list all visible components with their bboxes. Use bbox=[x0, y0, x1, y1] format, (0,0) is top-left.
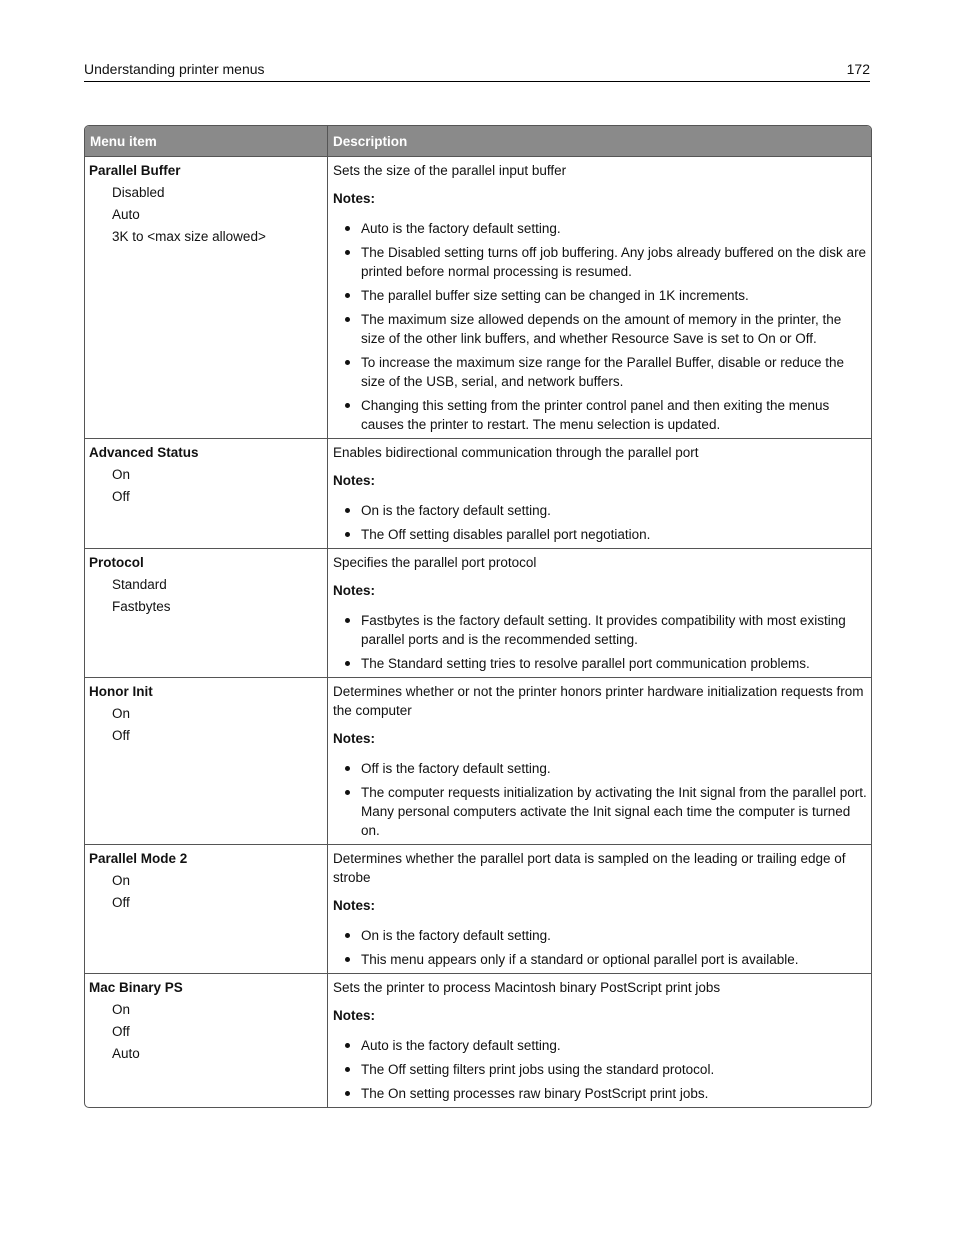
note-text: The Off setting filters print jobs using the standard protocol. bbox=[361, 1062, 715, 1077]
page-header bbox=[84, 60, 870, 82]
note-text: Auto is the factory default setting. bbox=[361, 1038, 561, 1053]
bullet-icon bbox=[345, 508, 350, 513]
note-item bbox=[333, 396, 867, 434]
menu-item-cell bbox=[85, 678, 328, 844]
note-item bbox=[333, 219, 867, 238]
note-text: The parallel buffer size setting can be changed in 1K increments. bbox=[361, 288, 749, 303]
note-text: On is the factory default setting. bbox=[361, 503, 551, 518]
menu-item-options bbox=[89, 704, 323, 745]
note-text: Off is the factory default setting. bbox=[361, 761, 551, 776]
bullet-icon bbox=[345, 618, 350, 623]
menu-item-option: Fastbytes bbox=[112, 599, 171, 614]
notes-list bbox=[333, 926, 867, 969]
note-text: On is the factory default setting. bbox=[361, 928, 551, 943]
menu-item-option: On bbox=[112, 1002, 131, 1017]
menu-item-option: On bbox=[112, 467, 131, 482]
notes-list bbox=[333, 611, 867, 673]
bullet-icon bbox=[345, 766, 350, 771]
menu-item-option: Standard bbox=[112, 577, 167, 592]
menu-item-option: Off bbox=[112, 728, 130, 743]
note-text: Auto is the factory default setting. bbox=[361, 221, 561, 236]
page-number: 172 bbox=[846, 61, 870, 77]
description-text: Specifies the parallel port protocol bbox=[333, 555, 537, 570]
notes-label: Notes: bbox=[333, 898, 376, 913]
table-row bbox=[85, 439, 871, 549]
menu-item-name: Parallel Buffer bbox=[89, 163, 181, 178]
description-cell bbox=[328, 845, 871, 973]
notes-list bbox=[333, 1036, 867, 1103]
note-text: The Disabled setting turns off job buffering. Any jobs already buffered on the disk are printed before normal processing is resumed. bbox=[361, 245, 867, 279]
menu-item-options bbox=[89, 575, 323, 616]
bullet-icon bbox=[345, 790, 350, 795]
note-text: To increase the maximum size range for the Parallel Buffer, disable or reduce the size of the USB, serial, and network buffers. bbox=[361, 355, 845, 389]
note-text: The Off setting disables parallel port negotiation. bbox=[361, 527, 651, 542]
table-row bbox=[85, 549, 871, 678]
menu-item-option: Off bbox=[112, 1024, 130, 1039]
note-item bbox=[333, 525, 867, 544]
menu-item-option: Auto bbox=[112, 207, 140, 222]
page-title: Understanding printer menus bbox=[84, 61, 265, 77]
note-item bbox=[333, 286, 867, 305]
description-cell bbox=[328, 974, 871, 1107]
description-cell bbox=[328, 439, 871, 548]
description-cell bbox=[328, 157, 871, 438]
note-item bbox=[333, 1036, 867, 1055]
bullet-icon bbox=[345, 933, 350, 938]
bullet-icon bbox=[345, 661, 350, 666]
menu-item-cell bbox=[85, 157, 328, 438]
notes-label: Notes: bbox=[333, 731, 376, 746]
note-item bbox=[333, 1060, 867, 1079]
bullet-icon bbox=[345, 957, 350, 962]
note-text: This menu appears only if a standard or optional parallel port is available. bbox=[361, 952, 799, 967]
description-cell bbox=[328, 678, 871, 844]
bullet-icon bbox=[345, 317, 350, 322]
bullet-icon bbox=[345, 293, 350, 298]
description-text: Sets the printer to process Macintosh binary PostScript print jobs bbox=[333, 980, 721, 995]
notes-list bbox=[333, 501, 867, 544]
menu-item-cell bbox=[85, 439, 328, 548]
column-header-menu-item: Menu item bbox=[85, 126, 328, 156]
note-text: Fastbytes is the factory default setting. It provides compatibility with most existing parallel ports and is the recommended setting. bbox=[361, 613, 846, 647]
table-body bbox=[85, 157, 871, 1107]
notes-label: Notes: bbox=[333, 583, 376, 598]
menu-item-name: Advanced Status bbox=[89, 445, 199, 460]
menu-item-option: Off bbox=[112, 489, 130, 504]
note-item bbox=[333, 611, 867, 649]
table-row bbox=[85, 974, 871, 1107]
bullet-icon bbox=[345, 1067, 350, 1072]
menu-item-options bbox=[89, 871, 323, 912]
table-row bbox=[85, 678, 871, 845]
menu-table bbox=[84, 125, 872, 1108]
menu-item-name: Mac Binary PS bbox=[89, 980, 183, 995]
notes-list bbox=[333, 759, 867, 840]
description-text: Determines whether or not the printer honors printer hardware initialization requests from the computer bbox=[333, 684, 864, 718]
menu-item-name: Parallel Mode 2 bbox=[89, 851, 188, 866]
menu-item-name: Honor Init bbox=[89, 684, 153, 699]
menu-item-option: On bbox=[112, 873, 131, 888]
note-item bbox=[333, 353, 867, 391]
note-item bbox=[333, 501, 867, 520]
description-text: Determines whether the parallel port data is sampled on the leading or trailing edge of strobe bbox=[333, 851, 846, 885]
bullet-icon bbox=[345, 250, 350, 255]
note-text: The On setting processes raw binary PostScript print jobs. bbox=[361, 1086, 709, 1101]
menu-item-name: Protocol bbox=[89, 555, 144, 570]
menu-item-cell bbox=[85, 845, 328, 973]
menu-item-option: Auto bbox=[112, 1046, 140, 1061]
menu-item-cell bbox=[85, 974, 328, 1107]
bullet-icon bbox=[345, 403, 350, 408]
menu-item-options bbox=[89, 465, 323, 506]
column-header-description: Description bbox=[333, 134, 408, 149]
notes-label: Notes: bbox=[333, 473, 376, 488]
note-text: The Standard setting tries to resolve parallel port communication problems. bbox=[361, 656, 810, 671]
menu-item-option: On bbox=[112, 706, 131, 721]
note-item bbox=[333, 783, 867, 840]
table-row bbox=[85, 157, 871, 439]
table-header bbox=[85, 126, 871, 157]
note-item bbox=[333, 1084, 867, 1103]
bullet-icon bbox=[345, 360, 350, 365]
table-row bbox=[85, 845, 871, 974]
note-text: The maximum size allowed depends on the amount of memory in the printer, the size of the other link buffers, and whether Resource Save is set to On or Off. bbox=[361, 312, 842, 346]
note-item bbox=[333, 243, 867, 281]
description-text: Sets the size of the parallel input buffer bbox=[333, 163, 567, 178]
menu-item-options bbox=[89, 1000, 323, 1063]
bullet-icon bbox=[345, 1091, 350, 1096]
notes-list bbox=[333, 219, 867, 434]
menu-item-option: 3K to <max size allowed> bbox=[112, 229, 266, 244]
note-text: The computer requests initialization by activating the Init signal from the parallel port. Many personal computers activate the Init signal each time the computer is turned on. bbox=[361, 785, 867, 838]
note-item bbox=[333, 654, 867, 673]
notes-label: Notes: bbox=[333, 1008, 376, 1023]
note-item bbox=[333, 950, 867, 969]
menu-item-cell bbox=[85, 549, 328, 677]
bullet-icon bbox=[345, 1043, 350, 1048]
menu-item-options bbox=[89, 183, 323, 246]
menu-item-option: Off bbox=[112, 895, 130, 910]
note-text: Changing this setting from the printer control panel and then exiting the menus causes the printer to restart. The menu selection is updated. bbox=[361, 398, 830, 432]
note-item bbox=[333, 926, 867, 945]
notes-label: Notes: bbox=[333, 191, 376, 206]
bullet-icon bbox=[345, 532, 350, 537]
note-item bbox=[333, 759, 867, 778]
bullet-icon bbox=[345, 226, 350, 231]
description-text: Enables bidirectional communication through the parallel port bbox=[333, 445, 699, 460]
note-item bbox=[333, 310, 867, 348]
menu-item-option: Disabled bbox=[112, 185, 165, 200]
description-cell bbox=[328, 549, 871, 677]
